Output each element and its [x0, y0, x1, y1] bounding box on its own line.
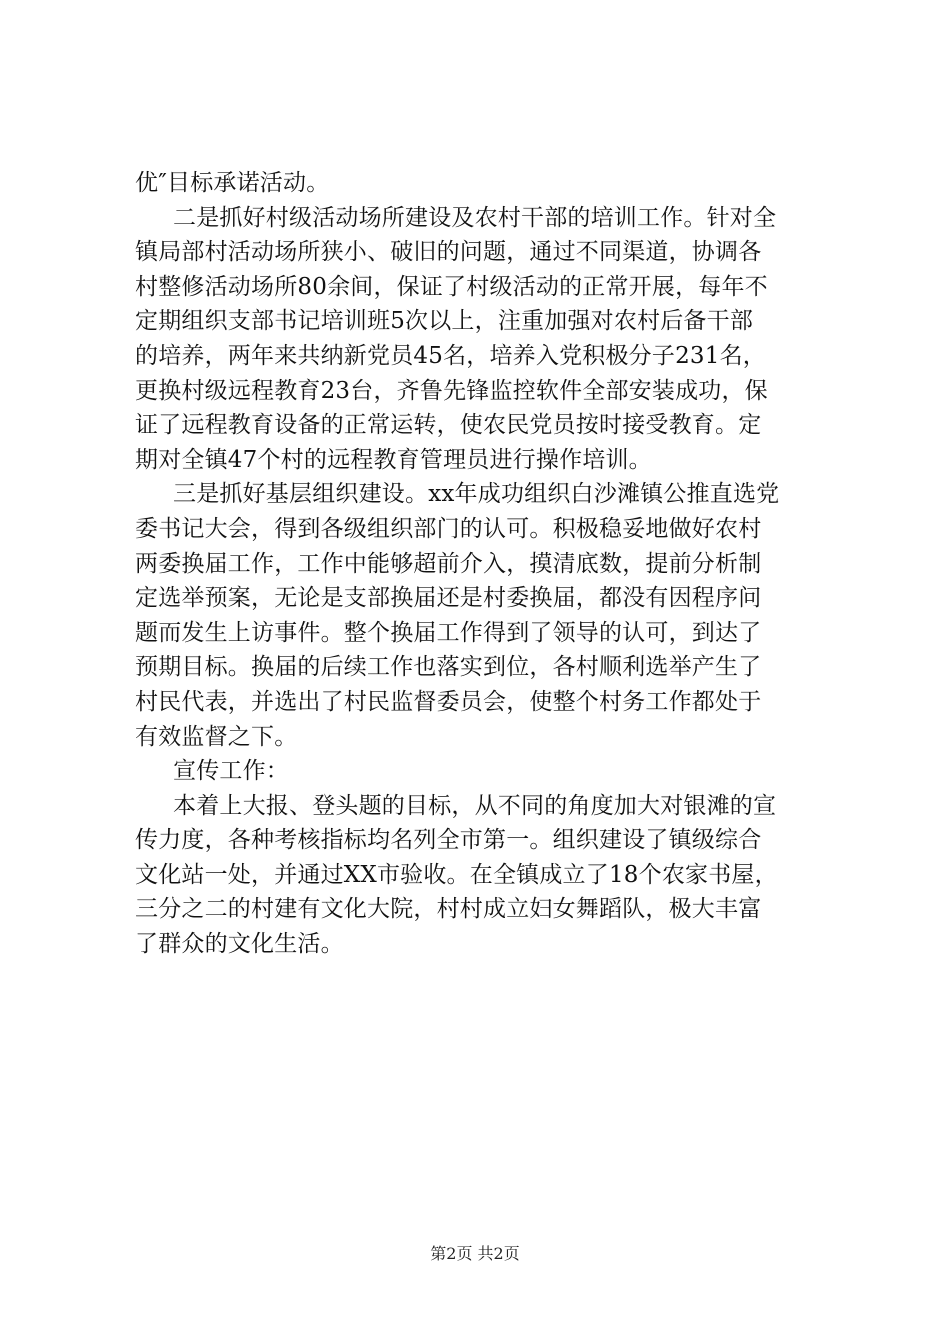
text-line: 证了远程教育设备的正常运转，使农民党员按时接受教育。定 — [135, 412, 762, 439]
text-line: 三分之二的村建有文化大院，村村成立妇女舞蹈队，极大丰富 — [135, 896, 762, 923]
text-line: 村民代表，并选出了村民监督委员会，使整个村务工作都处于 — [135, 688, 762, 715]
text-line: 二是抓好村级活动场所建设及农村干部的培训工作。针对全 — [173, 204, 777, 231]
text-line: 三是抓好基层组织建设。xx年成功组织白沙滩镇公推直选党 — [173, 481, 780, 508]
text-line: 镇局部村活动场所狭小、破旧的问题，通过不同渠道，协调各 — [135, 239, 762, 266]
text-line: 预期目标。换届的后续工作也落实到位，各村顺利选举产生了 — [135, 654, 762, 681]
text-line: 宣传工作： — [173, 758, 289, 785]
text-line: 优″目标承诺活动。 — [135, 170, 330, 196]
text-line: 村整修活动场所80余间，保证了村级活动的正常开展，每年不 — [135, 273, 768, 300]
text-line: 题而发生上访事件。整个换届工作得到了领导的认可，到达了 — [135, 619, 762, 646]
text-line: 定选举预案，无论是支部换届还是村委换届，都没有因程序问 — [135, 585, 762, 612]
text-line: 期对全镇47个村的远程教育管理员进行操作培训。 — [135, 446, 652, 473]
text-line: 两委换届工作，工作中能够超前介入，摸清底数，提前分析制 — [135, 550, 762, 577]
page-footer: 第2页 共2页 — [430, 1244, 520, 1263]
text-line: 委书记大会，得到各级组织部门的认可。积极稳妥地做好农村 — [135, 515, 762, 542]
text-line: 本着上大报、登头题的目标，从不同的角度加大对银滩的宣 — [173, 792, 777, 819]
document-body — [135, 166, 825, 962]
text-line: 了群众的文化生活。 — [135, 931, 344, 958]
text-line: 文化站一处，并通过XX市验收。在全镇成立了18个农家书屋， — [135, 861, 778, 888]
text-line: 定期组织支部书记培训班5次以上，注重加强对农村后备干部 — [135, 308, 754, 335]
text-line: 传力度，各种考核指标均名列全市第一。组织建设了镇级综合 — [135, 827, 762, 854]
text-line: 的培养，两年来共纳新党员45名，培养入党积极分子231名， — [135, 342, 766, 369]
text-line: 有效监督之下。 — [135, 723, 298, 750]
text-line: 更换村级远程教育23台，齐鲁先锋监控软件全部安装成功，保 — [135, 377, 768, 404]
